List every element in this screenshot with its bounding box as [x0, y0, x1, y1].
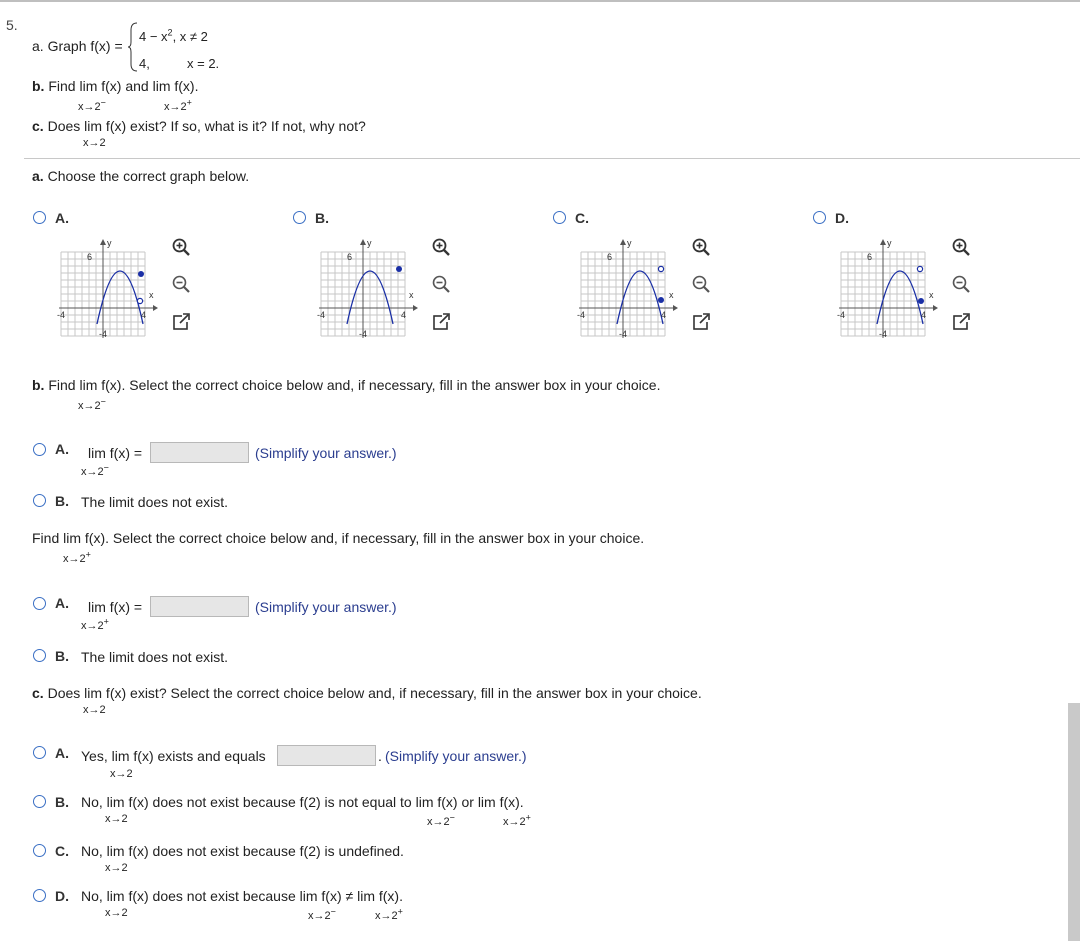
part-b-sub2-text: x→2 — [164, 101, 187, 113]
c-option-b-radio[interactable] — [33, 795, 46, 808]
c-option-c-sub: x→2 — [105, 862, 128, 874]
c-option-b-sub3 — [503, 812, 531, 828]
section-c-prompt — [32, 685, 702, 701]
c-option-d-sub2-sup: − — [330, 906, 336, 917]
graph-option-c-letter: C. — [575, 210, 589, 226]
c-option-d-radio[interactable] — [33, 889, 46, 902]
piece2-expr: 4, — [139, 56, 150, 71]
b-left-option-b-radio[interactable] — [33, 494, 46, 507]
b-left-option-a-sub-sup: − — [103, 462, 109, 473]
part-b-sub1 — [78, 97, 106, 113]
graph-x-min: -4 — [317, 310, 326, 320]
graph-y-min: -4 — [619, 329, 628, 339]
b-right-option-a-text: lim f(x) = — [88, 599, 143, 615]
graph-x-label: x — [669, 290, 674, 300]
graph-x-max: 4 — [921, 310, 927, 320]
c-option-d-sub3 — [375, 906, 403, 922]
section-b-prompt — [32, 377, 660, 393]
c-option-c-radio[interactable] — [33, 844, 46, 857]
open-point-marker — [917, 266, 922, 271]
zoom-in-icon[interactable] — [690, 236, 712, 258]
c-option-d-sub3-text: x→2 — [375, 910, 398, 922]
c-option-a-text: Yes, lim f(x) exists and equals — [81, 748, 266, 764]
zoom-in-icon[interactable] — [430, 236, 452, 258]
c-option-d-letter: D. — [55, 888, 69, 904]
filled-point-marker — [918, 298, 924, 304]
c-option-b-sub3-sup: + — [525, 812, 531, 823]
graph-x-max: 4 — [401, 310, 407, 320]
c-option-d-sub2 — [308, 906, 336, 922]
graph-c-plot[interactable] — [577, 236, 687, 346]
part-b-text: Find lim f(x) and lim f(x). — [48, 78, 199, 94]
part-b-statement — [32, 78, 198, 94]
b-right-option-a-hint: (Simplify your answer.) — [255, 599, 397, 615]
section-b-prompt-sub — [78, 396, 106, 412]
c-option-d-sub2-text: x→2 — [308, 910, 331, 922]
graph-x-label: x — [409, 290, 414, 300]
section-b-right-prompt-sub-sup: + — [85, 549, 91, 560]
graph-option-d-letter: D. — [835, 210, 849, 226]
piece1-cond: , x ≠ 2 — [172, 29, 208, 44]
section-a-prompt — [32, 168, 249, 184]
section-c-prompt-sub: x→2 — [83, 704, 106, 716]
section-b-right-prompt: Find lim f(x). Select the correct choice below and, if necessary, fill in the answer box in your choice. — [32, 530, 645, 546]
graph-b-plot[interactable] — [317, 236, 427, 346]
b-right-option-a-radio[interactable] — [33, 597, 46, 610]
part-b-label: b. — [32, 78, 45, 94]
graph-y-label: y — [627, 238, 632, 248]
zoom-out-icon[interactable] — [950, 273, 972, 295]
section-c-label: c. — [32, 685, 44, 701]
pop-out-icon[interactable] — [690, 311, 712, 333]
graph-x-label: x — [929, 290, 934, 300]
piecewise-brace — [128, 22, 138, 72]
b-left-option-a-sub-text: x→2 — [81, 466, 104, 478]
b-left-option-a-letter: A. — [55, 441, 69, 457]
part-c-text: Does lim f(x) exist? If so, what is it? If not, why not? — [47, 118, 366, 134]
section-b-text: Find lim f(x). Select the correct choice below and, if necessary, fill in the answer box in your choice. — [48, 377, 661, 393]
b-left-option-a-text: lim f(x) = — [88, 445, 143, 461]
graph-x-max: 4 — [661, 310, 667, 320]
section-a-label: a. — [32, 168, 44, 184]
b-left-option-a-hint: (Simplify your answer.) — [255, 445, 397, 461]
c-answer-input[interactable] — [277, 745, 376, 766]
b-right-option-a-sub-text: x→2 — [81, 620, 104, 632]
graph-y-label: y — [107, 238, 112, 248]
c-option-b-sub2 — [427, 812, 455, 828]
problem-number: 5. — [6, 17, 18, 33]
c-option-b-sub2-text: x→2 — [427, 816, 450, 828]
zoom-in-icon[interactable] — [950, 236, 972, 258]
graph-y-min: -4 — [879, 329, 888, 339]
c-option-a-after: . — [378, 748, 382, 764]
zoom-out-icon[interactable] — [170, 273, 192, 295]
b-right-option-b-letter: B. — [55, 648, 69, 664]
piece1-exp: 2 — [167, 27, 173, 38]
zoom-in-icon[interactable] — [170, 236, 192, 258]
pop-out-icon[interactable] — [950, 311, 972, 333]
section-b-right-prompt-sub-text: x→2 — [63, 553, 86, 565]
pop-out-icon[interactable] — [170, 311, 192, 333]
c-option-d-sub1: x→2 — [105, 907, 128, 919]
b-left-answer-input[interactable] — [150, 442, 249, 463]
section-b-label: b. — [32, 377, 45, 393]
open-point-marker — [658, 266, 663, 271]
piece1 — [139, 29, 208, 44]
c-option-a-hint: (Simplify your answer.) — [385, 748, 527, 764]
b-left-option-b-letter: B. — [55, 493, 69, 509]
section-a-text: Choose the correct graph below. — [47, 168, 250, 184]
part-a-prefix: a. Graph f(x) = — [32, 38, 123, 54]
c-option-b-sub3-text: x→2 — [503, 816, 526, 828]
part-b-sub2 — [164, 97, 192, 113]
graph-option-c-radio[interactable] — [553, 211, 566, 224]
c-option-b-sub2-sup: − — [449, 812, 455, 823]
graph-y-min: -4 — [99, 329, 108, 339]
b-right-option-a-sub-sup: + — [103, 616, 109, 627]
graph-y-tick: 6 — [867, 252, 873, 262]
b-right-option-b-radio[interactable] — [33, 649, 46, 662]
graph-x-label: x — [149, 290, 154, 300]
c-option-d-sub3-sup: + — [397, 906, 403, 917]
section-b-prompt-sub-text: x→2 — [78, 400, 101, 412]
b-right-option-b-text: The limit does not exist. — [81, 649, 229, 665]
b-left-option-a-radio[interactable] — [33, 443, 46, 456]
graph-a-plot[interactable] — [57, 236, 167, 346]
c-option-c-letter: C. — [55, 843, 69, 859]
divider — [24, 158, 1080, 159]
graph-option-b-letter: B. — [315, 210, 329, 226]
graph-option-d-radio[interactable] — [813, 211, 826, 224]
graph-y-min: -4 — [359, 329, 368, 339]
graph-x-min: -4 — [57, 310, 66, 320]
filled-point-marker — [138, 271, 144, 277]
b-right-option-a-letter: A. — [55, 595, 69, 611]
zoom-out-icon[interactable] — [430, 273, 452, 295]
zoom-out-icon[interactable] — [690, 273, 712, 295]
c-option-c-text: No, lim f(x) does not exist because f(2) is undefined. — [81, 843, 404, 859]
part-c-statement — [32, 118, 366, 134]
graph-y-label: y — [367, 238, 372, 248]
c-option-a-radio[interactable] — [33, 746, 46, 759]
c-option-a-letter: A. — [55, 745, 69, 761]
graph-y-tick: 6 — [87, 252, 93, 262]
open-point-marker — [137, 298, 142, 303]
graph-option-a-letter: A. — [55, 210, 69, 226]
part-b-sub2-sup: + — [186, 97, 192, 108]
section-c-text: Does lim f(x) exist? Select the correct choice below and, if necessary, fill in the answer box in your choice. — [47, 685, 702, 701]
graph-x-max: 4 — [141, 310, 147, 320]
filled-point-marker — [658, 297, 664, 303]
graph-d-plot[interactable] — [837, 236, 947, 346]
graph-x-min: -4 — [577, 310, 586, 320]
graph-x-min: -4 — [837, 310, 846, 320]
part-b-sub1-text: x→2 — [78, 101, 101, 113]
section-b-prompt-sub-sup: − — [100, 396, 106, 407]
c-option-b-letter: B. — [55, 794, 69, 810]
c-option-b-sub1: x→2 — [105, 813, 128, 825]
filled-point-marker — [396, 266, 402, 272]
c-option-d-text: No, lim f(x) does not exist because lim f(x) ≠ lim f(x). — [81, 888, 403, 904]
part-c-sub: x→2 — [83, 137, 106, 149]
b-right-answer-input[interactable] — [150, 596, 249, 617]
scrollbar[interactable] — [1068, 703, 1080, 941]
pop-out-icon[interactable] — [430, 311, 452, 333]
b-left-option-b-text: The limit does not exist. — [81, 494, 229, 510]
b-left-option-a-sub — [81, 462, 109, 478]
graph-option-a-radio[interactable] — [33, 211, 46, 224]
graph-y-tick: 6 — [347, 252, 353, 262]
top-rule — [0, 0, 1080, 2]
graph-y-label: y — [887, 238, 892, 248]
c-option-a-sub: x→2 — [110, 768, 133, 780]
piece2-cond: x = 2. — [187, 56, 220, 71]
section-b-right-prompt-sub — [63, 549, 91, 565]
graph-y-tick: 6 — [607, 252, 613, 262]
c-option-b-text: No, lim f(x) does not exist because f(2) is not equal to lim f(x) or lim f(x). — [81, 794, 524, 810]
graph-option-b-radio[interactable] — [293, 211, 306, 224]
part-c-label: c. — [32, 118, 44, 134]
b-right-option-a-sub — [81, 616, 109, 632]
piece1-expr: 4 − x — [139, 29, 168, 44]
part-b-sub1-sup: − — [100, 97, 106, 108]
